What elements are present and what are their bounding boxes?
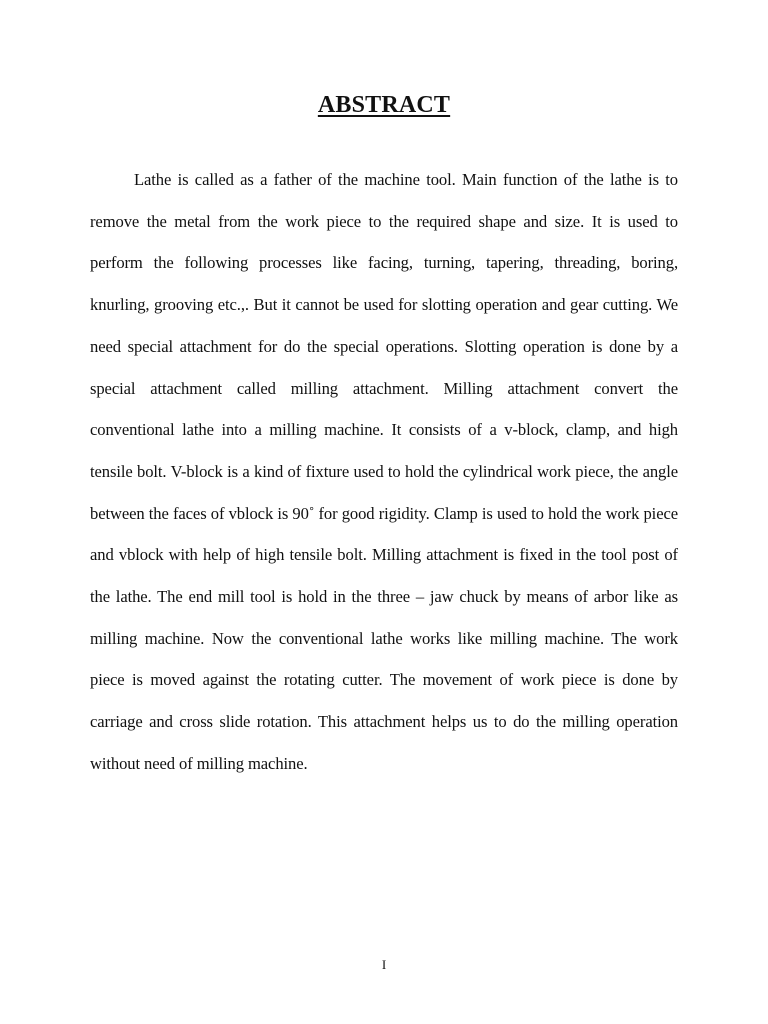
page-number: I [381, 957, 387, 972]
abstract-paragraph: Lathe is called as a father of the machine tool. Main function of the lathe is to remove the metal from the work piece to the required shape and size. It is used to perform the following processes like facing, turning, tapering, threading, boring, knurling, grooving etc.,. But it cannot be used for slotting operation and gear cutting. We need special attachment for do the special operations. Slotting operation is done by a special attachment called milling attachment. Milling attachment convert the conventional lathe into a milling machine. It consists of a v-block, clamp, and high tensile bolt. V-block is a kind of fixture used to hold the cylindrical work piece, the angle between the faces of vblock is 90˚ for good rigidity. Clamp is used to hold the work piece and vblock with help of high tensile bolt. Milling attachment is fixed in the tool post of the lathe. The end mill tool is hold in the three – jaw chuck by means of arbor like as milling machine. Now the conventional lathe works like milling machine. The work piece is moved against the rotating cutter. The movement of work piece is done by carriage and cross slide rotation. This attachment helps us to do the milling operation without need of milling machine. [90, 170, 678, 773]
page-title: ABSTRACT [317, 92, 451, 118]
